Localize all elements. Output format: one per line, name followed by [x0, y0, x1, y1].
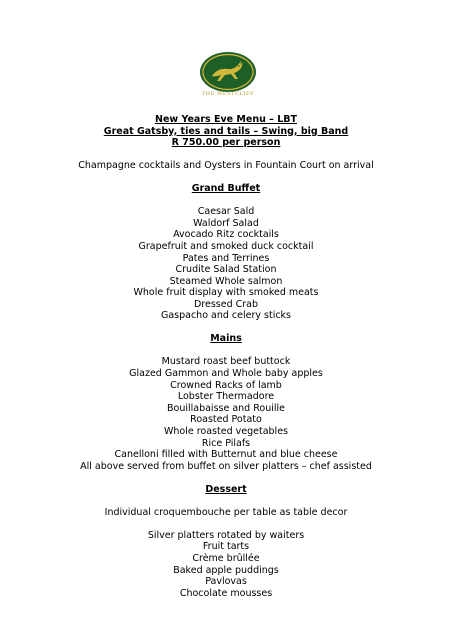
list-item: Chocolate mousses: [179, 587, 273, 599]
list-item: Crudite Salad Station: [175, 264, 277, 276]
list-item: Canelloni filled with Butternut and blue cheese: [114, 449, 338, 461]
list-item: Avocado Ritz cocktails: [173, 229, 279, 241]
list-item: Dressed Crab: [193, 298, 259, 310]
arrival-note: Champagne cocktails and Oysters in Fountain Court on arrival: [78, 160, 374, 172]
list-item: Pavlovas: [205, 576, 247, 588]
dessert-decor: Individual croquembouche per table as table decor: [104, 506, 348, 518]
menu-title: New Years Eve Menu – LBT: [155, 114, 297, 125]
list-item: Whole roasted vegetables: [164, 426, 288, 438]
list-item: Waldorf Salad: [193, 217, 259, 229]
list-item: Silver platters rotated by waiters: [147, 529, 305, 541]
menu-theme: Great Gatsby, ties and tails – Swing, big Band: [103, 125, 349, 137]
list-item: Rice Pilafs: [201, 437, 251, 449]
list-item: All above served from buffet on silver platters – chef assisted: [80, 460, 372, 472]
list-item: Grapefruit and smoked duck cocktail: [138, 240, 314, 252]
list-item: Crowned Racks of lamb: [170, 379, 282, 391]
list-item: Caesar Sald: [197, 206, 255, 218]
list-item: Gaspacho and celery sticks: [160, 310, 292, 322]
mains-title: Mains: [210, 333, 242, 345]
grand-buffet-title: Grand Buffet: [191, 183, 261, 195]
list-item: Lobster Thermadore: [177, 391, 275, 403]
list-item: Steamed Whole salmon: [169, 275, 283, 287]
springbok-crest-icon: [198, 50, 258, 94]
list-item: Fruit tarts: [202, 541, 250, 553]
brand-name: THE WESTCLIFF: [201, 91, 255, 97]
list-item: Whole fruit display with smoked meats: [133, 287, 319, 299]
list-item: Roasted Potato: [190, 414, 262, 426]
menu-price: R 750.00 per person: [171, 137, 281, 149]
list-item: Pates and Terrines: [182, 252, 270, 264]
list-item: Crème brûllée: [192, 552, 260, 564]
list-item: Bouillabaisse and Rouille: [166, 402, 285, 414]
menu-content: [0, 114, 452, 599]
westcliff-logo: [198, 50, 258, 102]
list-item: Glazed Gammon and Whole baby apples: [129, 368, 323, 380]
list-item: Mustard roast beef buttock: [161, 356, 291, 368]
dessert-title: Dessert: [205, 483, 247, 495]
list-item: Baked apple puddings: [173, 564, 279, 576]
